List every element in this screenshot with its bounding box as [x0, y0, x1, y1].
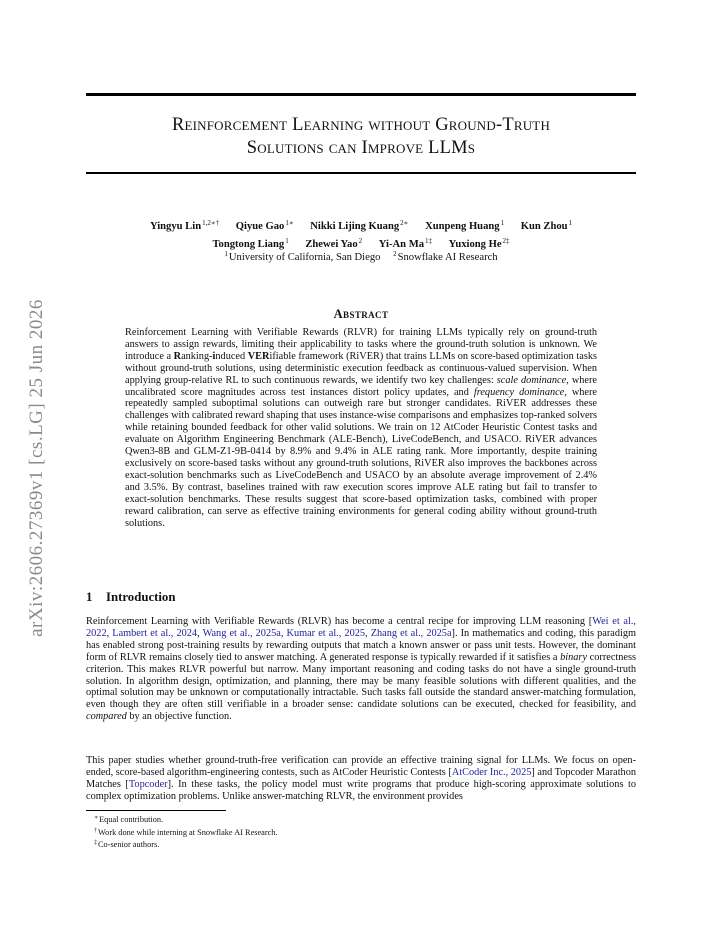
author: Zhewei Yao$^2$ — [305, 237, 363, 250]
author-row-1 — [86, 216, 636, 234]
footnote: ∗Equal contribution. — [94, 815, 164, 824]
author: Kun Zhou$^1$ — [520, 219, 573, 232]
arxiv-watermark — [22, 263, 52, 673]
author: Nikki Lijing Kuang$^{2∗}$ — [310, 219, 409, 232]
footnote: ‡Co-senior authors. — [94, 840, 160, 849]
arxiv-id: arXiv:2606.27369v1 [cs.LG] 25 Jun 2026 — [26, 299, 47, 637]
section-number: 1 — [86, 590, 93, 604]
section-heading — [86, 590, 636, 605]
title-top-rule — [86, 93, 636, 96]
footnote-rule — [86, 810, 226, 811]
author: Tongtong Liang$^1$ — [212, 237, 289, 250]
author: Xunpeng Huang$^1$ — [425, 219, 505, 232]
footnotes — [86, 813, 636, 851]
affiliation: $^2$Snowflake AI Research — [393, 250, 498, 263]
title-bottom-rule — [86, 172, 636, 174]
intro-paragraph-1: Reinforcement Learning with Verifiable Rewards (RLVR) has become a central recipe for improving LLM reasoning [Wei et al., 2022, Lambert et al., 2024, Wang et al., 2025a, Kumar et al., 2025, Zhang et al., 2025a]. In mathematics and coding, this paradigm has enabled strong post-training results by rewarding outputs that match a known answer or pass unit tests. However, the dominant form of RLVR remains closely tied to answer matching. A generated response is typically rewarded if it satisfies a binary correctness criterion. This makes RLVR powerful but narrow. Many important reasoning and coding tasks do not have a single ground-truth solution. In algorithm design, optimization, and planning, there may be many feasible solutions with different qualities, and the optimal solution may be unknown or computationally intractable. Such tasks fall outside the standard answer-matching formulation, even though they are often still verifiable in a broader sense: candidate solutions can be executed, checked for feasibility, and compared by an objective function. — [86, 616, 637, 723]
author: Yingyu Lin$^{1,2∗\dagger}$ — [149, 219, 220, 232]
title-line-1: Reinforcement Learning without Ground-Truth — [171, 115, 551, 135]
author: Qiyue Gao$^{1∗}$ — [235, 219, 294, 232]
author: Yi-An $Ma^{1\ddagger}$ — [378, 237, 432, 250]
section-title: Introduction — [106, 590, 176, 604]
intro-paragraph-2: This paper studies whether ground-truth-free verification can provide an effective training signal for LLMs. We focus on open-ended, score-based algorithm-engineering contests, such as AtCoder Heuristic Contests [AtCoder Inc., 2025] and Topcoder Marathon Matches [Topcoder]. In these tasks, the policy model must write programs that produce high-scoring approximate solutions to complex optimization problems. Unlike answer-matching RLVR, the environment provides — [86, 755, 637, 802]
author: Yuxiong $He^{2\ddagger}$ — [448, 237, 510, 250]
affiliations — [86, 247, 636, 265]
title-line-2: Solutions can Improve LLMs — [246, 138, 476, 158]
affiliation: $^1$University of California, San Diego — [224, 250, 381, 263]
paper-title — [86, 114, 636, 160]
footnote: †Work done while interning at Snowflake AI Research. — [94, 827, 278, 837]
abstract-body: Reinforcement Learning with Verifiable Rewards (RLVR) for training LLMs typically rely on ground-truth answers to assign rewards, limiting their applicability to tasks where the ground-truth solution is unknown. We introduce a Ranking-induced VERifiable framework (RiVER) that trains LLMs on score-based optimization tasks without ground-truth solutions, using deterministic execution feedback as continuous-valued supervision. When applying group-relative RL to such continuous rewards, we identify two key challenges: scale dominance, where uncalibrated score magnitudes across test instances distort policy updates, and frequency dominance, where repeatedly sampled suboptimal solutions can outweigh rare but stronger candidates. RiVER addresses these challenges with calibrated reward shaping that uses instance-wise comparisons and emphasizes top-ranked solvers while retaining bounded feedback for other valid solutions. We train on 12 AtCoder Heuristic Contest tasks and evaluate on Algorithm Engineering Benchmark (ALE-Bench), LiveCodeBench, and USACO. RiVER advances Qwen3-8B and GLM-Z1-9B-0414 by 8.9% and 9.4% in ALE rating rank. More importantly, despite training exclusively on score-based tasks without any ground-truth solutions, RiVER also improves the backbones across exact-solution benchmarks such as LiveCodeBench and USACO by an absolute average improvement of 2.4% and 3.5%. By contrast, baselines trained with raw execution scores improve ALE rating but fail to transfer to exact-solution benchmarks. These results suggest that score-based optimization tasks, combined with proper reward calibration, can serve as effective training environments for general coding ability without ground-truth solutions. — [125, 327, 597, 529]
abstract-heading: Abstract — [333, 307, 389, 321]
